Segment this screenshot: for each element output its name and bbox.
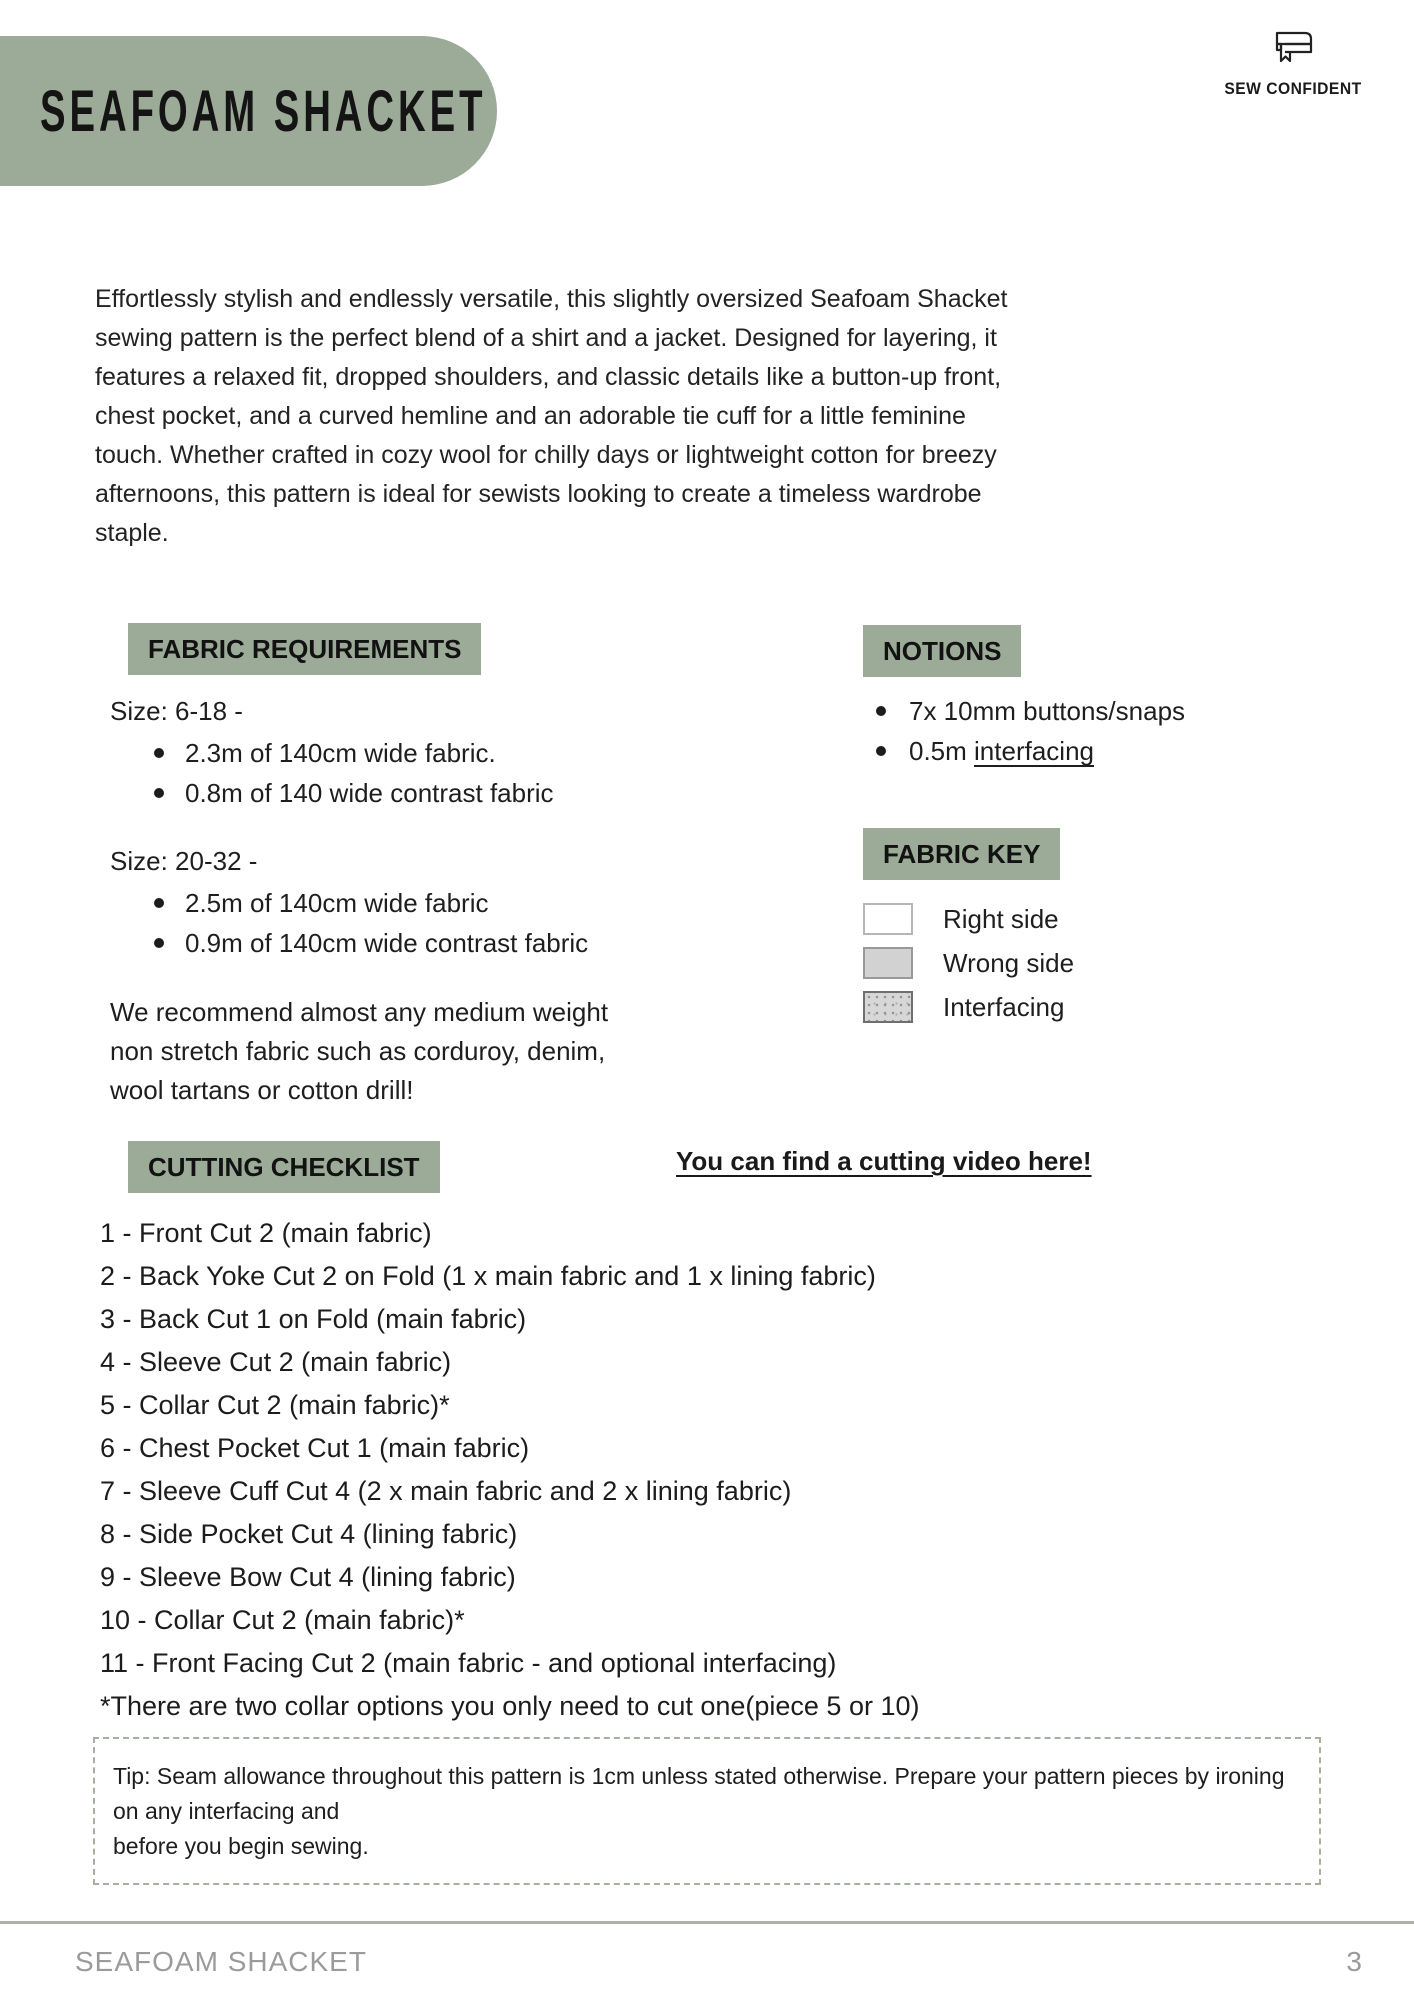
brand-logo bbox=[1212, 28, 1374, 99]
fabric-key-heading: FABRIC KEY bbox=[863, 828, 1060, 880]
footer-page-number: 3 bbox=[1346, 1946, 1362, 1977]
checklist-item: 3 - Back Cut 1 on Fold (main fabric) bbox=[100, 1304, 527, 1334]
fabric-item: 2.5m of 140cm wide fabric bbox=[110, 883, 685, 923]
size-group-label: Size: 20-32 - bbox=[110, 846, 258, 876]
interfacing-swatch bbox=[863, 991, 913, 1023]
checklist-item: 2 - Back Yoke Cut 2 on Fold (1 x main fabric and 1 x lining fabric) bbox=[100, 1261, 876, 1291]
cutting-checklist bbox=[100, 1212, 1340, 1728]
fabric-item: 2.3m of 140cm wide fabric. bbox=[110, 733, 685, 773]
tip-box bbox=[93, 1737, 1321, 1885]
checklist-note: *There are two collar options you only need to cut one(piece 5 or 10) bbox=[100, 1691, 920, 1721]
tip-text: before you begin sewing. bbox=[113, 1833, 369, 1859]
interfacing-link[interactable]: interfacing bbox=[974, 736, 1094, 766]
tip-text: Tip: Seam allowance throughout this pattern is 1cm unless stated otherwise. Prepare your pattern pieces by ironing on any interfacing and bbox=[113, 1763, 1285, 1824]
notions-heading: NOTIONS bbox=[863, 625, 1021, 677]
key-label: Wrong side bbox=[943, 947, 1075, 978]
notions-section bbox=[863, 625, 1283, 771]
footer-divider bbox=[0, 1921, 1414, 1924]
notion-item bbox=[863, 731, 1283, 771]
page-title: SEAFOAM SHACKET bbox=[40, 78, 487, 144]
fabric-item: 0.8m of 140 wide contrast fabric bbox=[110, 773, 685, 813]
footer-title: SEAFOAM SHACKET bbox=[75, 1946, 367, 1977]
fabric-key-row bbox=[863, 990, 1283, 1024]
checklist-item: 1 - Front Cut 2 (main fabric) bbox=[100, 1218, 432, 1248]
key-label: Interfacing bbox=[943, 991, 1065, 1022]
cutting-checklist-heading: CUTTING CHECKLIST bbox=[128, 1141, 440, 1193]
intro-paragraph: Effortlessly stylish and endlessly versatile, this slightly oversized Seafoam Shacket sewing pattern is the perfect blend of a shirt and a jacket. Designed for layering, it features a relaxed fit, dropped shoulders, and classic details like a button-up front, chest pocket, and a curved hemline and an adorable tie cuff for a little feminine touch. Whether crafted in cozy wool for chilly days or lightweight cotton for breezy afternoons, this pattern is ideal for sewists looking to create a timeless wardrobe staple. bbox=[95, 285, 1008, 547]
checklist-item: 11 - Front Facing Cut 2 (main fabric - and optional interfacing) bbox=[100, 1648, 837, 1678]
right-side-swatch bbox=[863, 903, 913, 935]
notion-item-prefix: 0.5m bbox=[909, 736, 975, 766]
checklist-item: 8 - Side Pocket Cut 4 (lining fabric) bbox=[100, 1519, 518, 1549]
checklist-item: 4 - Sleeve Cut 2 (main fabric) bbox=[100, 1347, 452, 1377]
fabric-key-section bbox=[863, 828, 1283, 1034]
fabric-key-row bbox=[863, 946, 1283, 980]
notion-item: 7x 10mm buttons/snaps bbox=[863, 691, 1283, 731]
title-banner bbox=[0, 36, 497, 186]
checklist-item: 6 - Chest Pocket Cut 1 (main fabric) bbox=[100, 1433, 530, 1463]
fabric-requirements-heading: FABRIC REQUIREMENTS bbox=[128, 623, 481, 675]
wrong-side-swatch bbox=[863, 947, 913, 979]
size-group-label: Size: 6-18 - bbox=[110, 696, 243, 726]
checklist-item: 10 - Collar Cut 2 (main fabric)* bbox=[100, 1605, 465, 1635]
fabric-recommendation: We recommend almost any medium weight non stretch fabric such as corduroy, denim, wool tartans or cotton drill! bbox=[110, 997, 609, 1105]
sewing-machine-icon bbox=[1212, 28, 1374, 76]
fabric-key-row bbox=[863, 902, 1283, 936]
fabric-requirements-section bbox=[110, 623, 685, 1110]
cutting-video-link[interactable]: You can find a cutting video here! bbox=[676, 1146, 1092, 1176]
checklist-item: 5 - Collar Cut 2 (main fabric)* bbox=[100, 1390, 450, 1420]
brand-name: SEW CONFIDENT bbox=[1224, 79, 1362, 98]
key-label: Right side bbox=[943, 903, 1059, 934]
fabric-item: 0.9m of 140cm wide contrast fabric bbox=[110, 923, 685, 963]
checklist-item: 9 - Sleeve Bow Cut 4 (lining fabric) bbox=[100, 1562, 516, 1592]
checklist-item: 7 - Sleeve Cuff Cut 4 (2 x main fabric and 2 x lining fabric) bbox=[100, 1476, 792, 1506]
